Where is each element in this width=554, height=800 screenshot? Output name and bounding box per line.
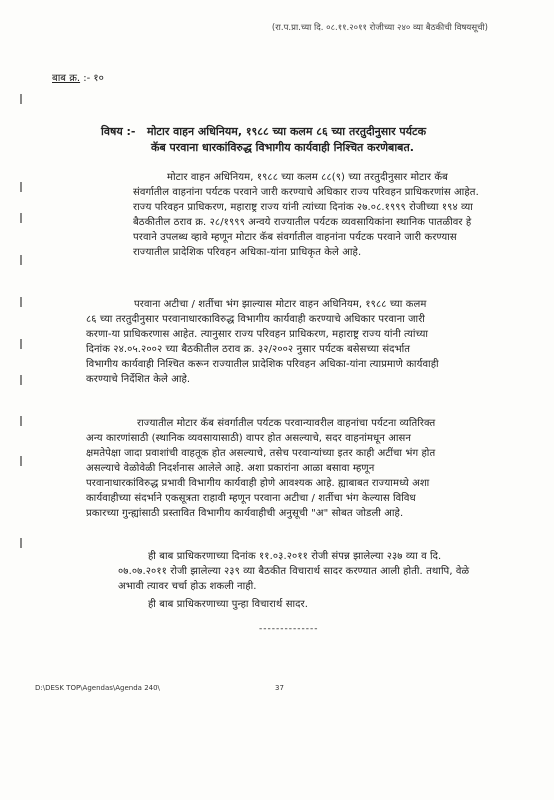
item-label: बाब क्र. <box>52 73 81 84</box>
para2-line: ८६ च्या तरतुदीनुसार परवानाधारकाविरुद्ध विभागीय कार्यवाही करण्याचे अधिकार परवाना जारी <box>86 314 425 325</box>
margin-mark <box>20 416 22 426</box>
margin-mark <box>20 456 22 466</box>
para1-line: परवाने उपलब्ध व्हावे म्हणून मोटार कॅब संवर्गातील वाहनांना पर्यटक परवाने जारी करण्यास <box>133 232 457 243</box>
para1-line: बैठकीतील ठराव क्र. २८/१९९९ अन्वये राज्यातील पर्यटक व्यवसायिकांना स्थानिक पातळीवर हे <box>133 217 472 228</box>
para4-line: अभावी त्यावर चर्चा होऊ शकली नाही. <box>118 581 257 592</box>
para3-line: अन्य कारणांसाठी (स्थानिक व्यवसायासाठी) वापर होत असल्याचे, सदर वाहनांमधून आसन <box>86 433 412 444</box>
para2-line: करण्याचे निर्देशित केले आहे. <box>86 374 191 385</box>
para2-line: दिनांक २४.०५.२००२ च्या बैठकीतील ठराव क्र. ३२/२००२ नुसार पर्यटक बसेसच्या संदर्भात <box>86 344 411 355</box>
subject-text-1: मोटार वाहन अधिनियम, १९८८ च्या कलम ८६ च्या तरतुदीनुसार पर्यटक <box>147 125 427 138</box>
para1-line: मोटार वाहन अधिनियम, १९८८ च्या कलम ८८(९) च्या तरतुदीनुसार मोटार कॅब <box>167 172 448 183</box>
para3-line: राज्यातील मोटार कॅब संवर्गातील पर्यटक परवान्यावरील वाहनांचा पर्यटना व्यतिरिक्त <box>137 418 436 429</box>
para3-line: क्षमतेपेक्षा जादा प्रवाशांची वाहतूक होत असल्याचे, तसेच परवान्यांच्या इतर काही अटींचा भंग होत <box>86 448 436 459</box>
margin-mark <box>20 538 22 548</box>
item-number <box>52 70 104 84</box>
para3-line: कार्यवाहीच्या संदर्भाने एकसूत्रता राहावी म्हणून परवाना अटीचा / शर्तीचा भंग केल्यास विविध <box>86 493 416 504</box>
para1-line: राज्य परिवहन प्राधिकरण, महाराष्ट्र राज्य यांनी त्यांच्या दिनांक २७.०८.१९९९ रोजीच्या १९४ व्या <box>133 202 473 213</box>
footer-path: D:\DESK TOP\Agendas\Agenda 240\ <box>35 684 160 692</box>
item-number-value: :- १० <box>83 73 104 84</box>
margin-mark <box>20 94 22 104</box>
para4-line: ०७.०७.२०११ रोजी झालेल्या २३९ व्या बैठकीत विचारार्थ सादर करण्यात आली होती. तथापि, वेळे <box>118 566 470 577</box>
para2-line: करणा-या प्राधिकरणास आहेत. त्यानुसार राज्य परिवहन प्राधिकरण, महाराष्ट्र राज्य यांनी त्यांच्या <box>86 329 429 340</box>
para3-line: असल्याचे वेळोवेळी निदर्शनास आलेले आहे. अशा प्रकारांना आळा बसावा म्हणून <box>86 463 375 474</box>
subject-line-1 <box>101 124 426 139</box>
margin-mark <box>20 297 22 307</box>
para1-line: संवर्गातील वाहनांना पर्यटक परवाने जारी करण्याचे अधिकार राज्य परिवहन प्राधिकरणांस आहेत. <box>133 187 479 198</box>
para3-line: प्रकारच्या गुन्ह्यांसाठी प्रस्तावित विभागीय कार्यवाहीची अनुसूची "अ" सोबत जोडली आहे. <box>86 508 404 519</box>
subject-line-2: कॅब परवाना धारकांविरुद्ध विभागीय कार्यवाही निश्चित करणेबाबत. <box>151 141 414 154</box>
page-number: 37 <box>275 684 284 692</box>
para5-line: ही बाब प्राधिकरणाच्या पुन्हा विचारार्थ सादर. <box>148 599 309 610</box>
margin-mark <box>20 375 22 385</box>
subject-label: विषय :- <box>101 125 136 138</box>
para2-line: परवाना अटीचा / शर्तीचा भंग झाल्यास मोटार वाहन अधिनियम, १९८८ च्या कलम <box>134 299 427 310</box>
margin-mark <box>20 339 22 349</box>
divider: -------------- <box>259 624 319 634</box>
para4-line: ही बाब प्राधिकरणाच्या दिनांक ११.०३.२०११ रोजी संपन्न झालेल्या २३७ व्या व दि. <box>148 551 442 562</box>
para1-line: राज्यातील प्रादेशिक परिवहन अधिका-यांना प्राधिकृत केले आहे. <box>133 247 362 258</box>
header-note: (रा.प.प्रा.च्या दि. ०८.११.२०११ रोजीच्या २४० व्या बैठकीची विषयसूची) <box>271 23 488 33</box>
para3-line: परवानाधारकांविरुद्ध प्रभावी विभागीय कार्यवाही होणे आवश्यक आहे. ह्याबाबत राज्यामध्ये अशा <box>86 478 430 489</box>
margin-mark <box>20 213 22 223</box>
margin-mark <box>20 182 22 192</box>
para2-line: विभागीय कार्यवाही निश्चित करून राज्यातील प्रादेशिक परिवहन अधिका-यांना त्याप्रमाणे कार्यवाही <box>86 359 439 370</box>
margin-mark <box>20 255 22 265</box>
